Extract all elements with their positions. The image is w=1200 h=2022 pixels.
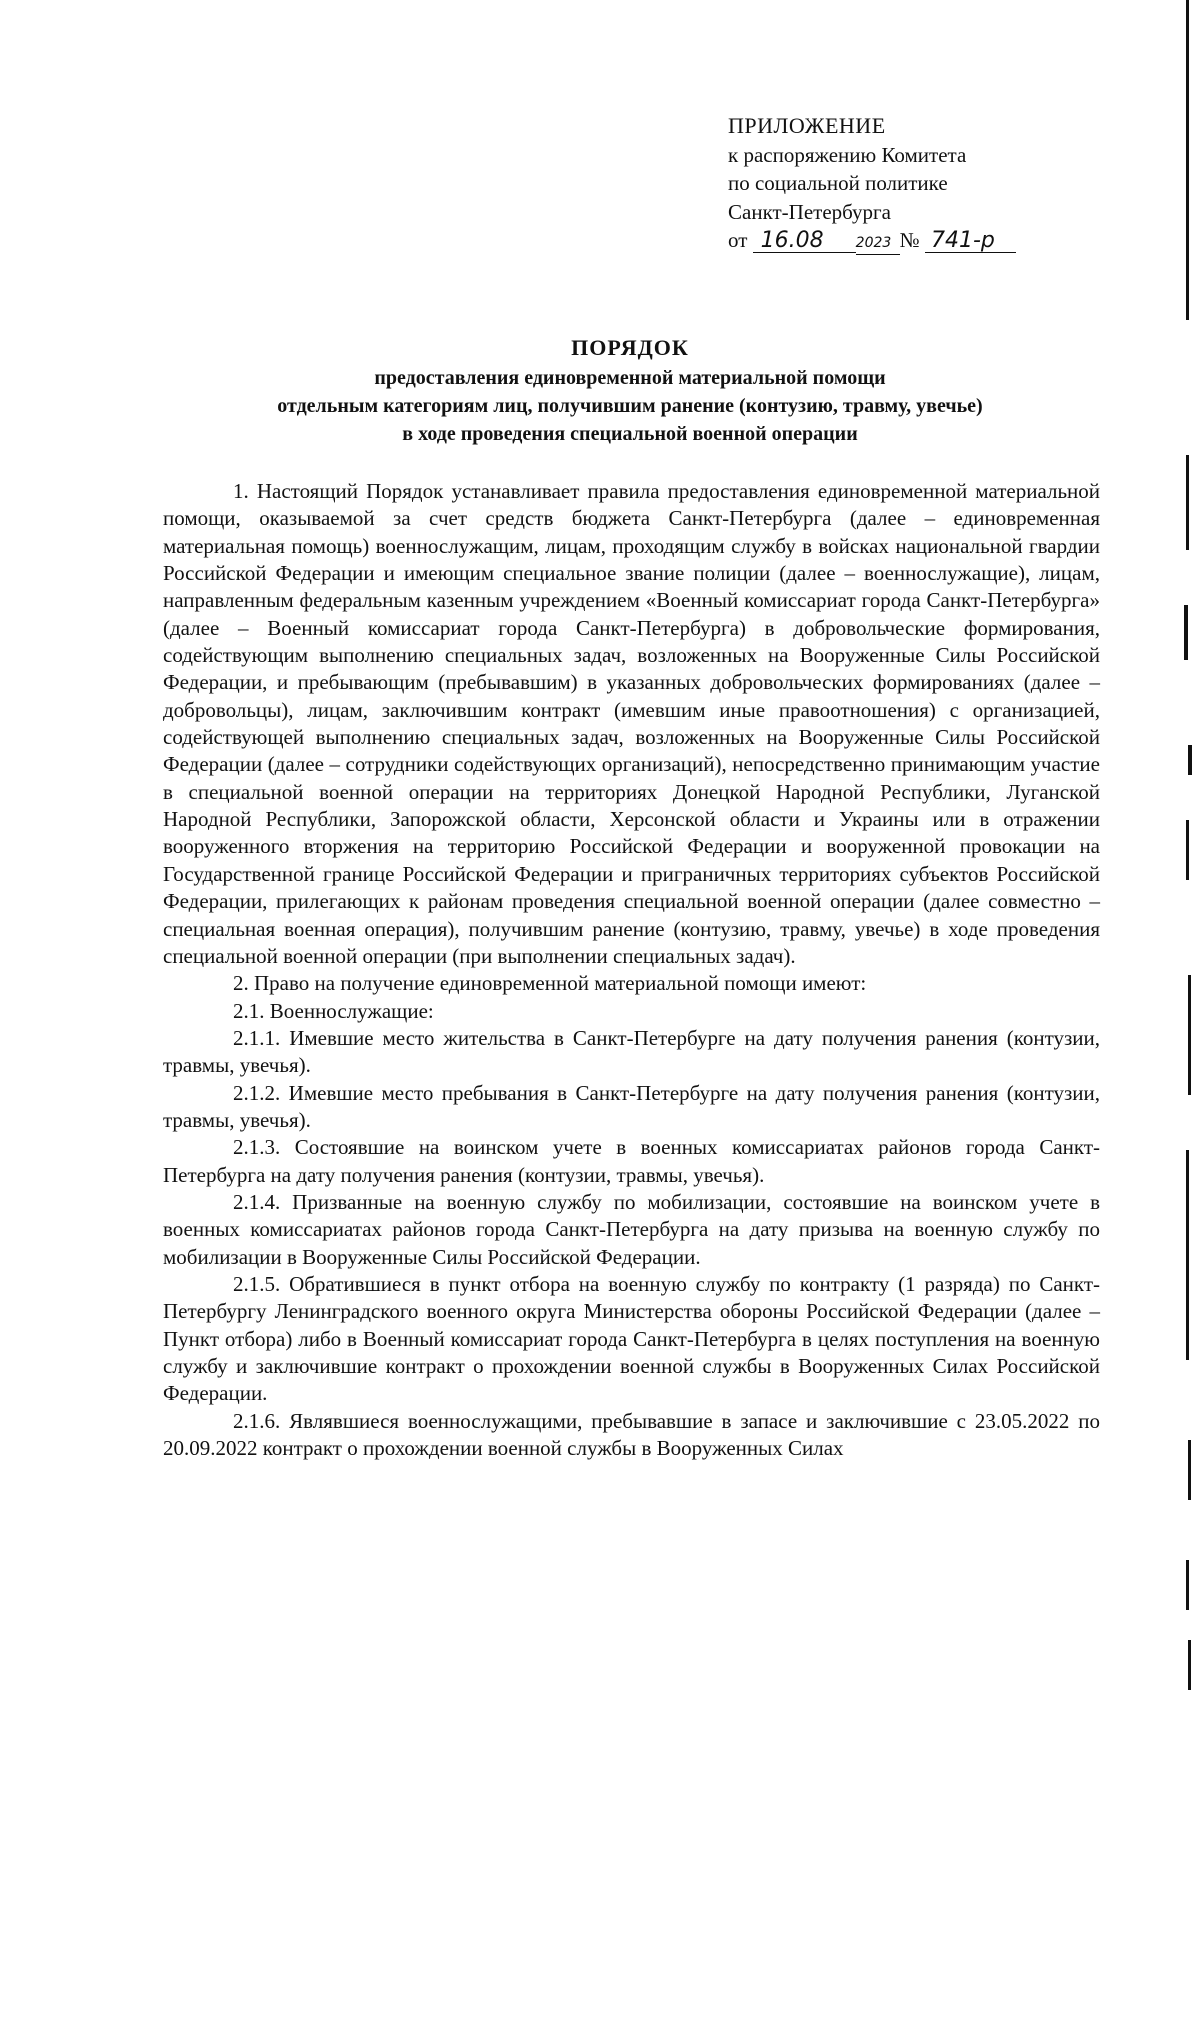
from-label: от [728, 228, 748, 252]
scan-edge-mark [1186, 455, 1189, 550]
title-line-2: отдельным категориям лиц, получившим ранение (контузию, травму, увечье) [277, 395, 983, 417]
paragraph-2-1: 2.1. Военнослужащие: [233, 998, 434, 1023]
paragraph-2-1-6: 2.1.6. Являвшиеся военнослужащими, пребывавшие в запасе и заключившие с 23.05.2022 по 20.09.2022 контракт о прохождении военной службы в Вооруженных Силах [163, 1408, 1100, 1461]
document-title: ПОРЯДОК [571, 335, 689, 360]
scan-edge-mark [1188, 1440, 1191, 1500]
handwritten-year: 2023 [856, 232, 900, 255]
document-title-block [150, 332, 1110, 448]
appendix-line-3: Санкт-Петербурга [728, 199, 891, 224]
appendix-line-1: к распоряжению Комитета [728, 142, 967, 167]
scan-edge-mark [1188, 975, 1191, 1095]
scan-edge-mark [1188, 745, 1192, 775]
title-line-3: в ходе проведения специальной военной операции [402, 423, 858, 445]
paragraph-2-1-5: 2.1.5. Обратившиеся в пункт отбора на военную службу по контракту (1 разряда) по Санкт-Петербургу Ленинградского военного округа Министерства обороны Российской Федерации (далее – Пункт отбора) либо в Военный комиссариат города Санкт-Петербурга в целях поступления на военную службу и заключившие контракт о прохождении военной службы в Вооруженных Силах Российской Федерации. [163, 1271, 1100, 1406]
scan-edge-mark [1188, 1640, 1191, 1690]
number-label: № [899, 228, 920, 252]
title-line-1: предоставления единовременной материальной помощи [374, 367, 886, 389]
handwritten-date: 16.08 [753, 230, 856, 253]
appendix-title: ПРИЛОЖЕНИЕ [728, 113, 886, 138]
scan-edge-mark [1186, 1150, 1189, 1360]
scan-edge-mark [1184, 605, 1188, 660]
scan-edge-mark [1186, 1560, 1189, 1610]
document-body [163, 478, 1100, 1462]
appendix-date-line [728, 226, 1058, 255]
paragraph-2-1-4: 2.1.4. Призванные на военную службу по мобилизации, состоявшие на воинском учете в военных комиссариатах районов города Санкт-Петербурга на дату призыва на военную службу по мобилизации в Вооруженные Силы Российской Федерации. [163, 1189, 1100, 1269]
paragraph-2-1-2: 2.1.2. Имевшие место пребывания в Санкт-Петербурге на дату получения ранения (контузии, травмы, увечья). [163, 1080, 1100, 1132]
handwritten-number: 741-р [925, 230, 1016, 253]
paragraph-1: 1. Настоящий Порядок устанавливает правила предоставления единовременной материальной помощи, оказываемой за счет средств бюджета Санкт-Петербурга (далее – единовременная материальная помощь) военнослужащим, лицам, проходящим службу в войсках национальной гвардии Российской Федерации и имеющим специальное звание полиции (далее – военнослужащие), лицам, направленным федеральным казенным учреждением «Военный комиссариат города Санкт-Петербурга» (далее – Военный комиссариат города Санкт-Петербурга) в добровольческие формирования, содействующим выполнению специальных задач, возложенных на Вооруженные Силы Российской Федерации, и пребывающим (пребывавшим) в указанных добровольческих формированиях (далее – добровольцы), лицам, заключившим контракт (имевшим иные правоотношения) с организацией, содействующей выполнению специальных задач, возложенных на Вооруженные Силы Российской Федерации (далее – сотрудники содействующих организаций), непосредственно принимающим участие в специальной военной операции на территориях Донецкой Народной Республики, Луганской Народной Республики, Запорожской области, Херсонской области и Украины или в отражении вооруженного вторжения на территорию Российской Федерации и вооруженной провокации на Государственной границе Российской Федерации и приграничных территориях субъектов Российской Федерации, прилегающих к районам проведения специальной военной операции (далее совместно – специальная военная операция), получившим ранение (контузию, травму, увечье) в ходе проведения специальной военной операции (при выполнении специальных задач). [163, 479, 1100, 968]
appendix-block [728, 112, 1058, 255]
scan-edge-mark [1186, 0, 1189, 320]
scan-edge-mark [1186, 820, 1189, 880]
paragraph-2-1-1: 2.1.1. Имевшие место жительства в Санкт-Петербурге на дату получения ранения (контузии, травмы, увечья). [163, 1025, 1100, 1078]
paragraph-2: 2. Право на получение единовременной материальной помощи имеют: [233, 971, 867, 996]
appendix-line-2: по социальной политике [728, 171, 948, 195]
paragraph-2-1-3: 2.1.3. Состоявшие на воинском учете в военных комиссариатах районов города Санкт-Петербурга на дату получения ранения (контузии, травмы, увечья). [163, 1135, 1100, 1187]
